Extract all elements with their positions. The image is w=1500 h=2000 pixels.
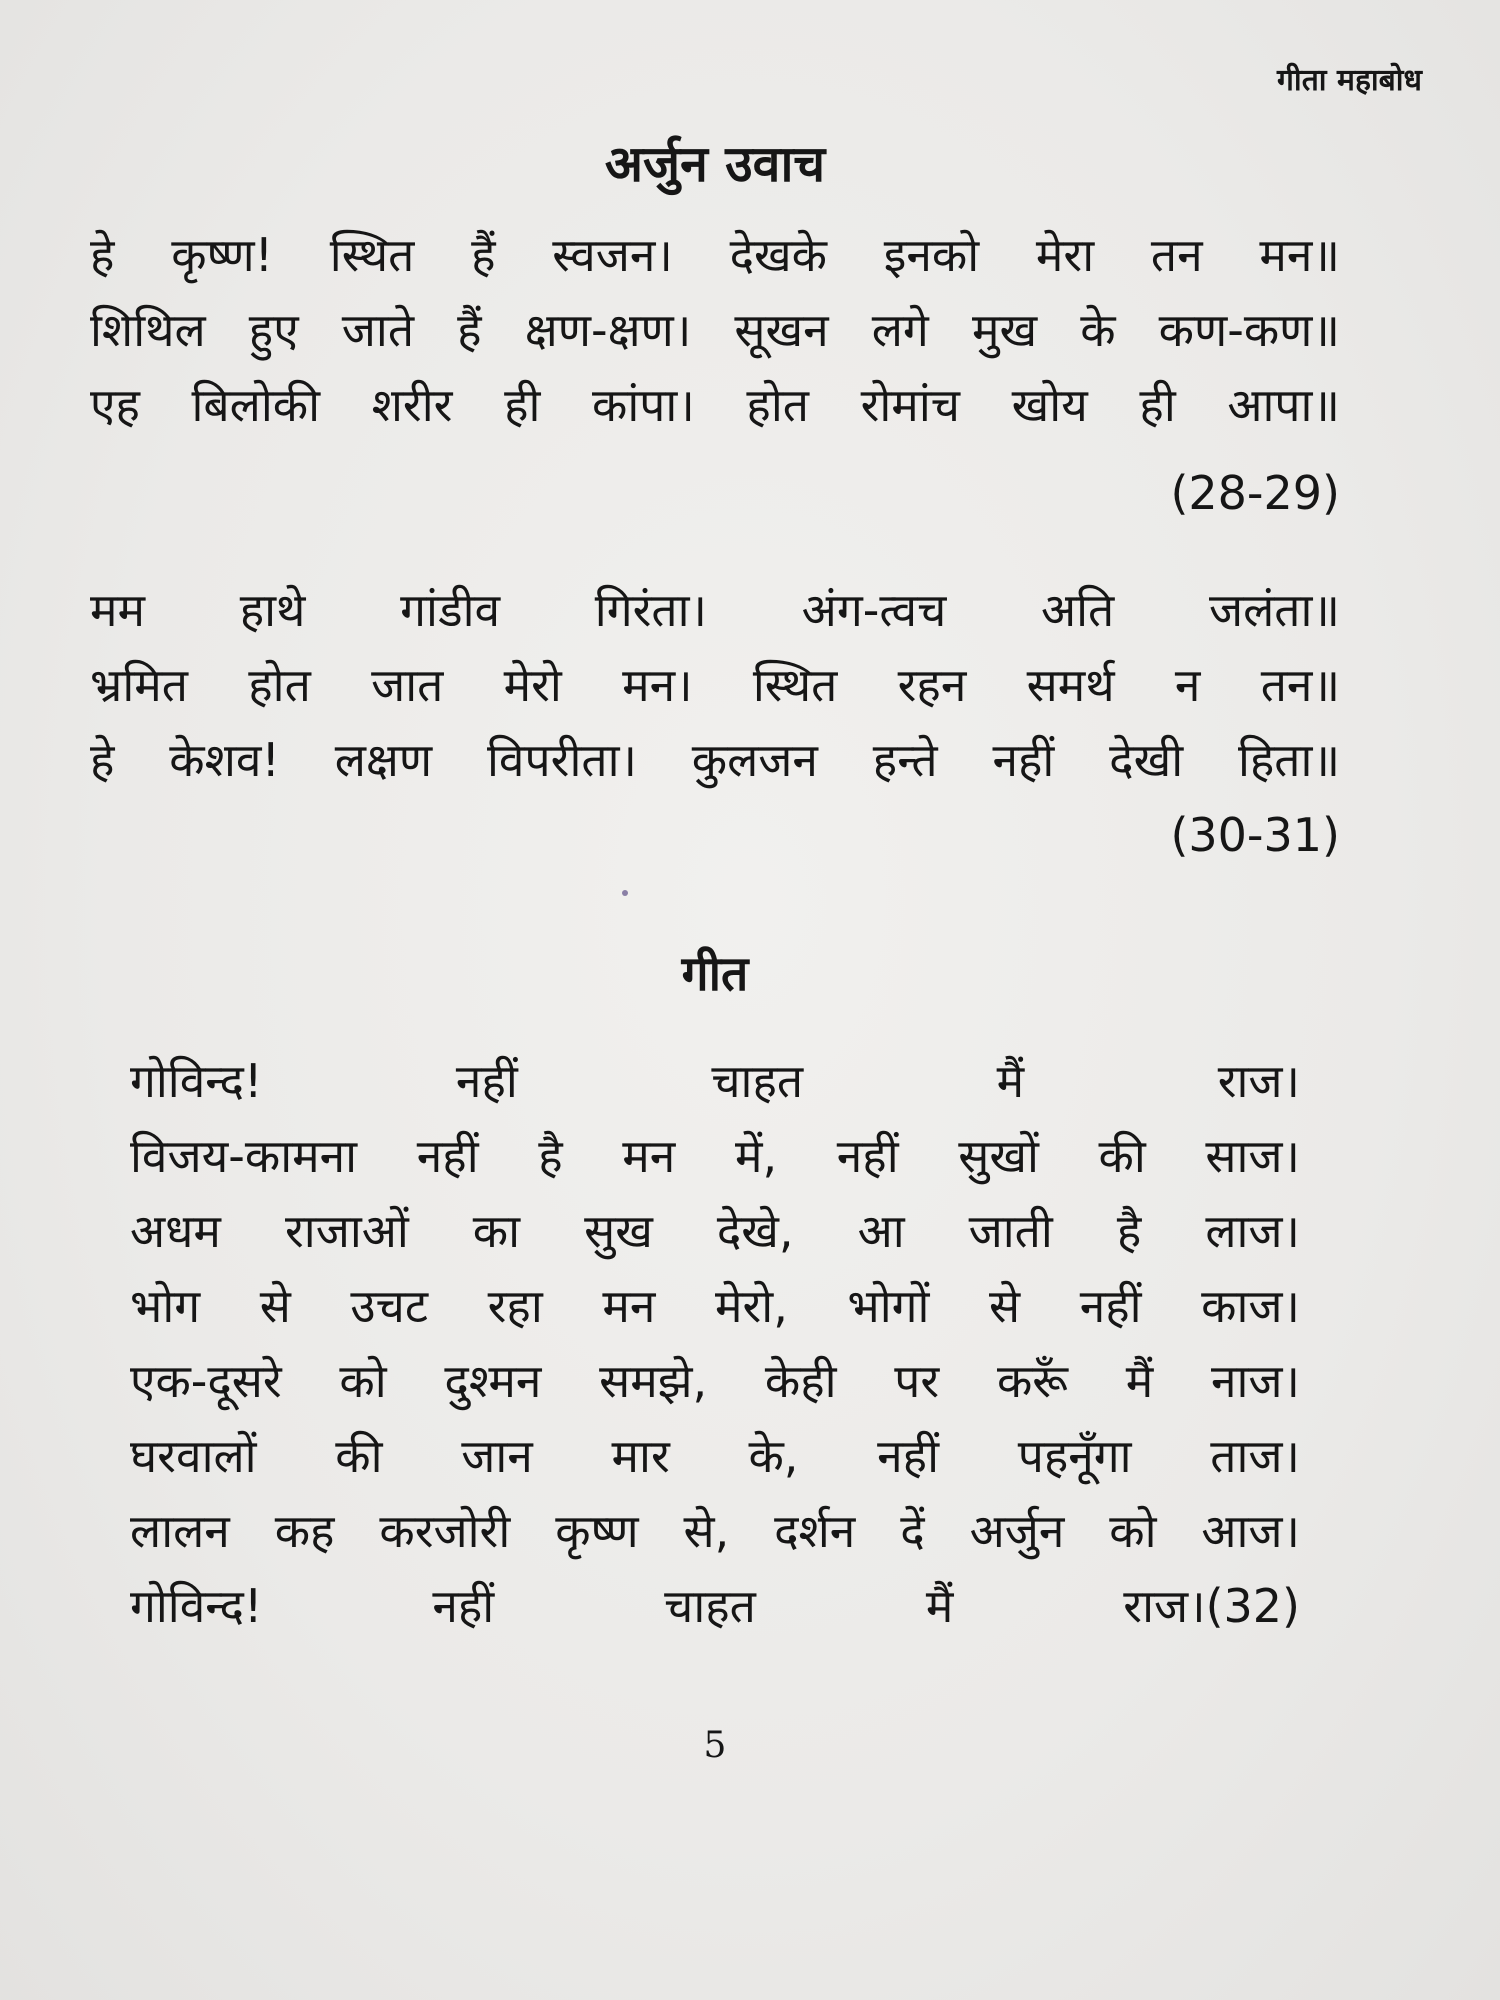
- song-line: अधम राजाओं का सुख देखे, आ जाती है लाज।: [130, 1204, 1300, 1258]
- song-line: विजय-कामना नहीं है मन में, नहीं सुखों की साज।: [130, 1129, 1300, 1183]
- song-line: लालन कह करजोरी कृष्ण से, दर्शन दें अर्जुन को आज।: [130, 1504, 1300, 1558]
- verse-line: भ्रमित होत जात मेरो मन। स्थित रहन समर्थ न तन॥: [90, 658, 1340, 712]
- section-title-geet: गीत: [681, 946, 749, 1002]
- verse-number: (28-29): [1170, 466, 1340, 520]
- verse-line: हे केशव! लक्षण विपरीता। कुलजन हन्ते नहीं देखी हिता॥: [90, 733, 1340, 787]
- song-line: भोग से उचट रहा मन मेरो, भोगों से नहीं काज।: [130, 1279, 1300, 1333]
- song-line: गोविन्द! नहीं चाहत मैं राज।(32): [130, 1579, 1300, 1633]
- song-line: घरवालों की जान मार के, नहीं पहनूँगा ताज।: [130, 1429, 1300, 1483]
- song-line: एक-दूसरे को दुश्मन समझे, केही पर करूँ मैं नाज।: [130, 1354, 1300, 1408]
- verse-line: शिथिल हुए जाते हैं क्षण-क्षण। सूखन लगे मुख के कण-कण॥: [90, 303, 1340, 357]
- verse-line: मम हाथे गांडीव गिरंता। अंग-त्वच अति जलंता॥: [90, 583, 1340, 637]
- section-title-arjun-uvach: अर्जुन उवाच: [604, 135, 826, 193]
- running-header: गीता महाबोध: [1277, 63, 1422, 98]
- verse-number: (30-31): [1170, 808, 1340, 862]
- page-number: 5: [703, 1725, 727, 1766]
- verse-line: एह बिलोकी शरीर ही कांपा। होत रोमांच खोय ही आपा॥: [90, 378, 1340, 432]
- verse-line: हे कृष्ण! स्थित हैं स्वजन। देखके इनको मेरा तन मन॥: [90, 228, 1340, 282]
- song-line: गोविन्द! नहीं चाहत मैं राज।: [130, 1054, 1300, 1108]
- ink-speck: [622, 890, 628, 896]
